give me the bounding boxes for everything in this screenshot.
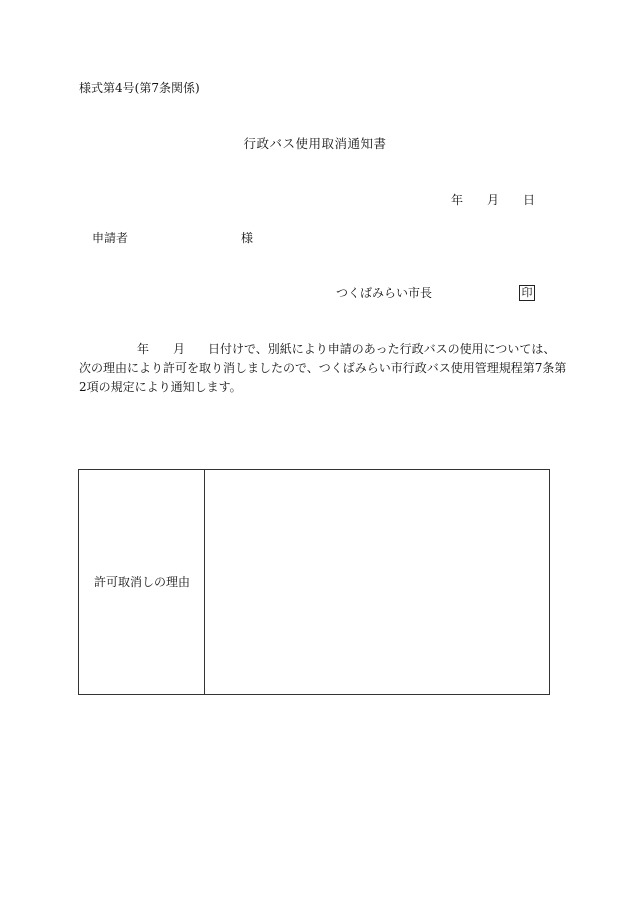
date-day-label: 日 xyxy=(523,193,536,207)
issuer-name: つくばみらい市長 xyxy=(336,286,433,300)
body-month-label: 月 xyxy=(173,342,186,356)
applicant-honorific: 様 xyxy=(241,231,254,245)
seal-icon: 印 xyxy=(519,285,535,301)
reason-table xyxy=(78,469,550,695)
reason-label: 許可取消しの理由 xyxy=(93,575,190,589)
body-year-label: 年 xyxy=(137,342,150,356)
body-line-1: 日付けで、別紙により申請のあった行政バスの使用については、 xyxy=(208,342,556,356)
form-number: 様式第4号(第7条関係) xyxy=(79,81,200,95)
body-line-3: 2項の規定により通知します。 xyxy=(79,380,242,394)
date-year-label: 年 xyxy=(451,193,464,207)
document-title: 行政バス使用取消通知書 xyxy=(243,136,387,151)
applicant-label: 申請者 xyxy=(92,231,129,245)
date-month-label: 月 xyxy=(487,193,500,207)
reason-label-cell xyxy=(79,470,205,694)
reason-value-cell[interactable] xyxy=(205,470,549,694)
body-line-2: 次の理由により許可を取り消しましたので、つくばみらい市行政バス使用管理規程第7条第 xyxy=(79,361,567,375)
